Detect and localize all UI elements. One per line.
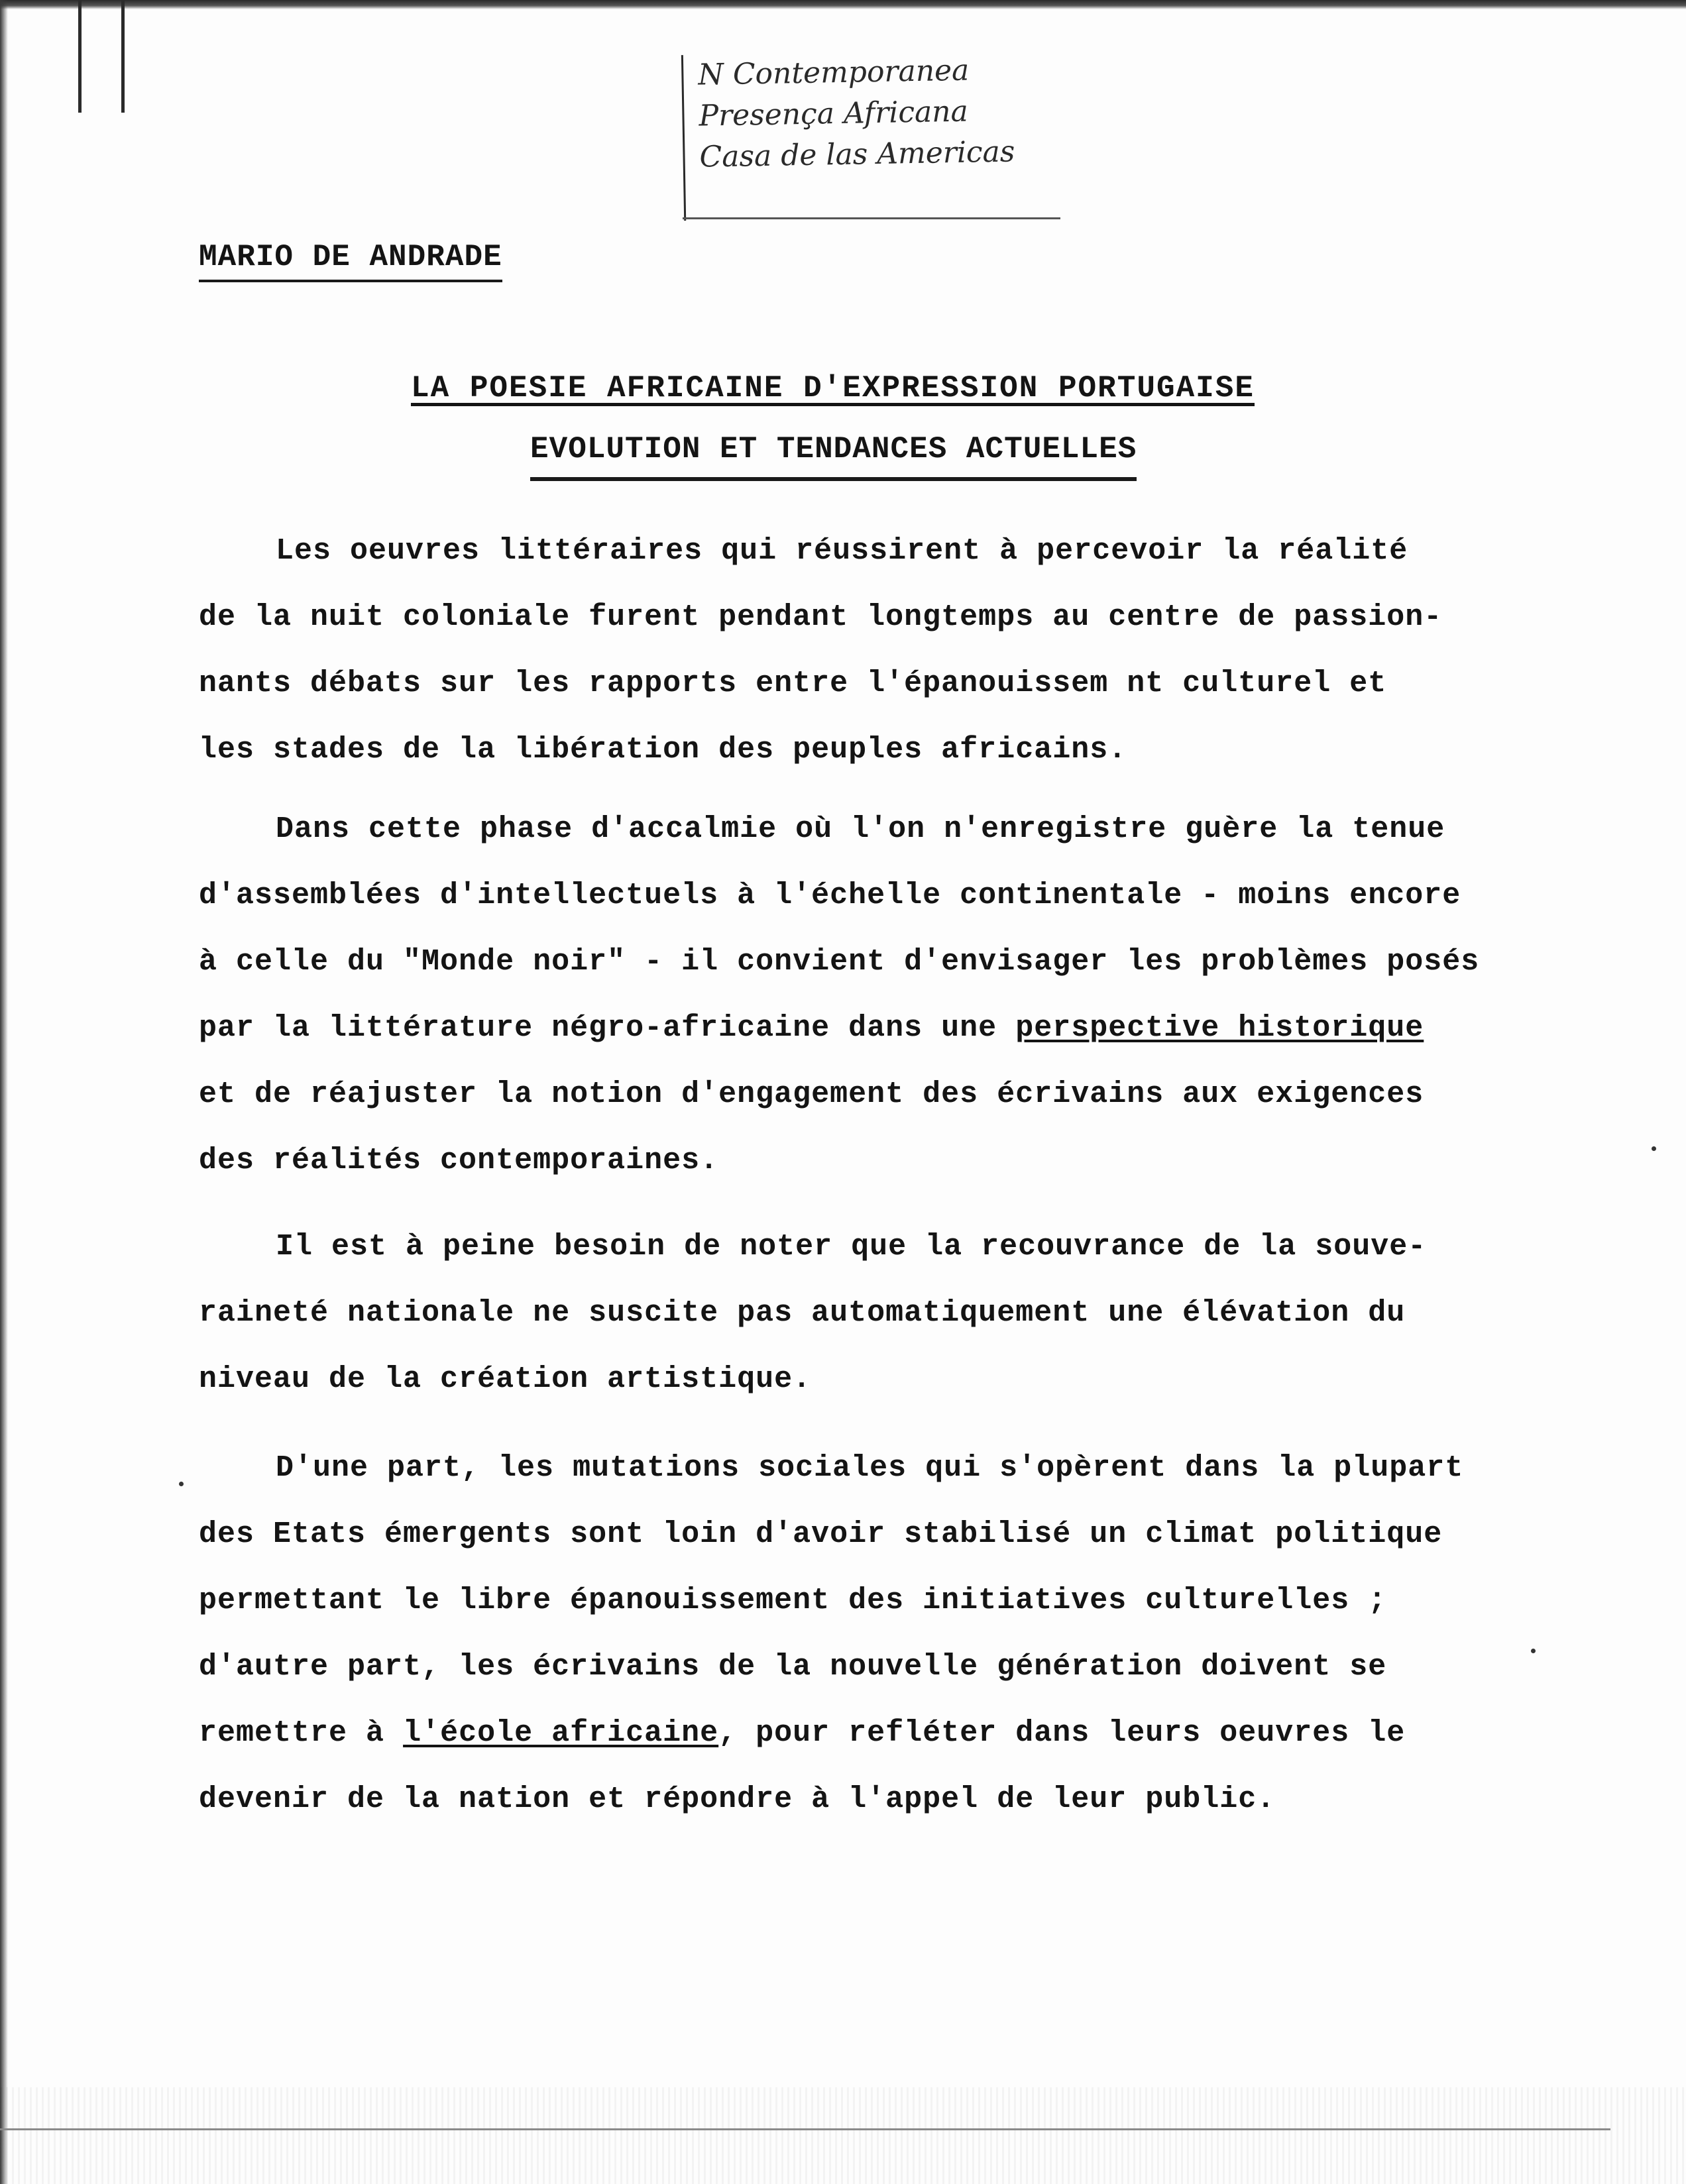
handwritten-note-line: N Contemporanea [697,53,970,92]
paragraph-2-line-2: d'assemblées d'intellectuels à l'échelle continentale - moins encore [199,879,1461,912]
paragraph-4-line-6: devenir de la nation et répondre à l'appel de leur public. [199,1782,1276,1816]
scan-top-edge [0,0,1686,9]
scan-bottom-rule [0,2128,1610,2130]
paragraph-2-line-1: Dans cette phase d'accalmie où l'on n'enregistre guère la tenue [276,812,1445,846]
scan-speck [1531,1649,1536,1653]
document-title: LA POESIE AFRICAINE D'EXPRESSION PORTUGAISE [411,371,1255,406]
handwritten-note-rule [683,217,1060,219]
paragraph-3-line-2: raineté nationale ne suscite pas automatiquement une élévation du [199,1296,1406,1330]
scan-bottom-noise [0,2087,1686,2184]
author-name: MARIO DE ANDRADE [199,240,502,282]
underlined-phrase: l'école africaine [403,1716,719,1750]
paragraph-4-line-2: des Etats émergents sont loin d'avoir stabilisé un climat politique [199,1517,1443,1551]
scan-speck [1652,1146,1656,1151]
paragraph-1-line-2: de la nuit coloniale furent pendant longtemps au centre de passion- [199,600,1443,634]
scan-left-edge [0,0,8,2184]
paragraph-2-line-3: à celle du "Monde noir" - il convient d'envisager les problèmes posés [199,945,1480,979]
paragraph-3-line-3: niveau de la création artistique. [199,1362,812,1396]
paragraph-4-line-5-start: remettre à [199,1716,404,1750]
handwritten-note-line: Presença Africana [699,94,969,133]
paragraph-4-line-5-end: , pour refléter dans leurs oeuvres le [718,1716,1406,1750]
paragraph-2-line-6: des réalités contemporaines. [199,1144,719,1177]
paragraph-4-line-1: D'une part, les mutations sociales qui s'opèrent dans la plupart [276,1451,1464,1485]
paragraph-1-line-4: les stades de la libération des peuples africains. [199,733,1127,767]
binder-clip-mark [78,0,125,113]
paragraph-1-line-3: nants débats sur les rapports entre l'épanouissem nt culturel et [199,667,1387,700]
paragraph-2-line-5: et de réajuster la notion d'engagement des écrivains aux exigences [199,1077,1424,1111]
paragraph-4-line-4: d'autre part, les écrivains de la nouvelle génération doivent se [199,1650,1387,1684]
paragraph-3-line-1: Il est à peine besoin de noter que la recouvrance de la souve- [276,1230,1427,1264]
paragraph-1-line-1: Les oeuvres littéraires qui réussirent à percevoir la réalité [276,534,1408,568]
scan-speck [179,1482,184,1486]
paragraph-2-line-4 [199,1011,1424,1045]
handwritten-note-line: Casa de las Americas [699,135,1015,174]
paragraph-2-line-4-text: par la littérature négro-africaine dans une [199,1011,1016,1045]
underlined-phrase: perspective historique [1015,1011,1424,1045]
paragraph-4-line-3: permettant le libre épanouissement des initiatives culturelles ; [199,1584,1387,1617]
document-subtitle: EVOLUTION ET TENDANCES ACTUELLES [530,432,1137,481]
handwritten-note [681,48,1072,221]
paragraph-4-line-5 [199,1716,1405,1750]
